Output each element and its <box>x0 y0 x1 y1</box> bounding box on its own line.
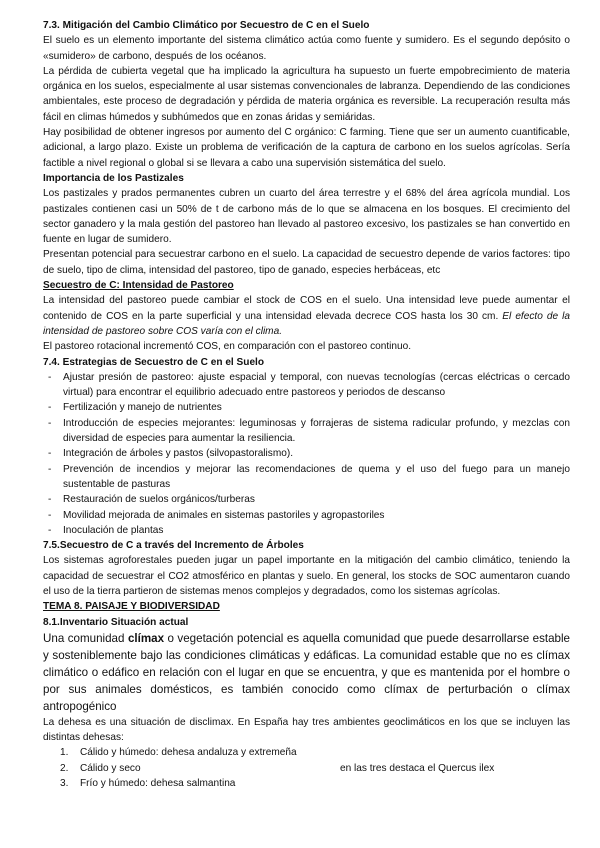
paragraph: Presentan potencial para secuestrar carbono en el suelo. La capacidad de secuestro depende de varios factores: tipo de suelo, tipo de clima, intensidad del pastoreo, tipo de ganado, especies herbáceas, etc <box>43 249 570 276</box>
section-8-1-title: 8.1.Inventario Situación actual <box>43 616 189 628</box>
quercus-note: en las tres destaca el Quercus ilex <box>340 762 495 774</box>
document-page <box>43 18 570 791</box>
list-item: - Movilidad mejorada de animales en sistemas pastoriles y agropastoriles <box>43 508 570 523</box>
section-7-5-title: 7.5.Secuestro de C a través del Incremento de Árboles <box>43 540 304 552</box>
paragraph: Hay posibilidad de obtener ingresos por aumento del C orgánico: C farming. Tiene que ser un aumento cuantificable, adicional, a largo plazo. Existe un problema de verificación de la captura de carbono en los suelos agrícolas. Sería factible a nivel regional o global si se llevara a cabo una supervisión sistemática del suelo. <box>43 127 570 169</box>
italic-note: El efecto de la intensidad de pastoreo sobre COS varía con el clima. <box>43 310 570 337</box>
list-item: - Prevención de incendios y mejorar las recomendaciones de quema y el uso del fuego para un manejo sustentable de pasturas <box>43 462 570 493</box>
list-item: - Restauración de suelos orgánicos/turberas <box>43 492 570 507</box>
list-item: 3. Frío y húmedo: dehesa salmantina <box>60 778 236 790</box>
list-item: - Fertilización y manejo de nutrientes <box>43 400 570 415</box>
list-item: 2. Cálido y seco en las tres destaca el Quercus ilex <box>43 761 570 776</box>
paragraph: La dehesa es una situación de disclimax. En España hay tres ambientes geoclimáticos en los que se incluyen las distintas dehesas: <box>43 716 570 744</box>
strategies-list <box>43 370 570 538</box>
list-item: - Inoculación de plantas <box>43 523 570 538</box>
paragraph: Los pastizales y prados permanentes cubren un cuarto del área terrestre y el 68% del área agrícola mundial. Los pastizales contienen casi un 50% de t de carbono más de lo que se almacena en los bosques. El crecimiento del sector ganadero y la mala gestión del pastoreo han llevado al pastoreo excesivo, los pastizales se han convertido en fuente en lugar de sumidero. <box>43 188 570 246</box>
paragraph: La pérdida de cubierta vegetal que ha implicado la agricultura ha supuesto un fuerte empobrecimiento de materia orgánica en los suelos, especialmente al usar sistemas convencionales de labranza. Dependiendo de las condiciones ambientales, este proceso de degradación y pérdida de materia orgánica es reversible. La recuperación resulta más fácil en climas húmedos y subhúmedos que en zonas áridas y semiáridas. <box>43 65 570 123</box>
list-item: 1. Cálido y húmedo: dehesa andaluza y extremeña <box>60 747 297 759</box>
bold-term: clímax <box>127 631 165 645</box>
section-7-3-title: 7.3. Mitigación del Cambio Climático por Secuestro de C en el Suelo <box>43 20 370 31</box>
ambientes-list <box>43 745 570 791</box>
paragraph: La intensidad del pastoreo puede cambiar el stock de COS en el suelo. Una intensidad leve puede aumentar el contenido de COS en la parte superficial y una intensidad elevada decrece COS hasta los 30 cm. El efecto de la intensidad de pastoreo sobre COS varía con el clima. <box>43 295 570 337</box>
section-7-4-title: 7.4. Estrategias de Secuestro de C en el Suelo <box>43 356 265 368</box>
tema-8-title: TEMA 8. PAISAJE Y BIODIVERSIDAD <box>43 601 220 613</box>
paragraph: Los sistemas agroforestales pueden jugar un papel importante en la mitigación del cambio climático, teniendo la capacidad de secuestrar el CO2 atmosférico en plantas y suelo. En general, los stocks de SOC aumentaron cuando el uso de la tierra partieron de sistemas menos complejos y degradados, como los sistemas agrícolas. <box>43 555 570 597</box>
paragraph: Una comunidad clímax o vegetación potencial es aquella comunidad que puede desarrollarse estable y sosteniblemente bajo las condiciones climáticas y edáficas. La comunidad estable que no es clímax climático o edáfico en relación con el lugar en que se encuentra, y que es mantenida por el hombre o por sus animales domésticos, es también conocido como clímax de perturbación o clímax antropogénico <box>43 631 571 713</box>
list-item: - Integración de árboles y pastos (silvopastoralismo). <box>43 446 570 461</box>
intensidad-title: Secuestro de C: Intensidad de Pastoreo <box>43 280 234 292</box>
pastizales-title: Importancia de los Pastizales <box>43 172 184 184</box>
list-item: - Ajustar presión de pastoreo: ajuste espacial y temporal, con nuevas tecnologías (cercas eléctricas o cercado virtual) para encontrar el equilibrio adecuado entre pastoreos y periodos de descanso <box>43 370 570 401</box>
list-item: - Introducción de especies mejorantes: leguminosas y forrajeras de sistema radicular profundo, y mezclas con diversidad de especies para aumentar la resiliencia. <box>43 416 570 447</box>
paragraph: El suelo es un elemento importante del sistema climático actúa como fuente y sumidero. Es el segundo depósito o «sumidero» de carbono, después de los océanos. <box>43 35 570 62</box>
paragraph: El pastoreo rotacional incrementó COS, en comparación con el pastoreo continuo. <box>43 341 412 353</box>
